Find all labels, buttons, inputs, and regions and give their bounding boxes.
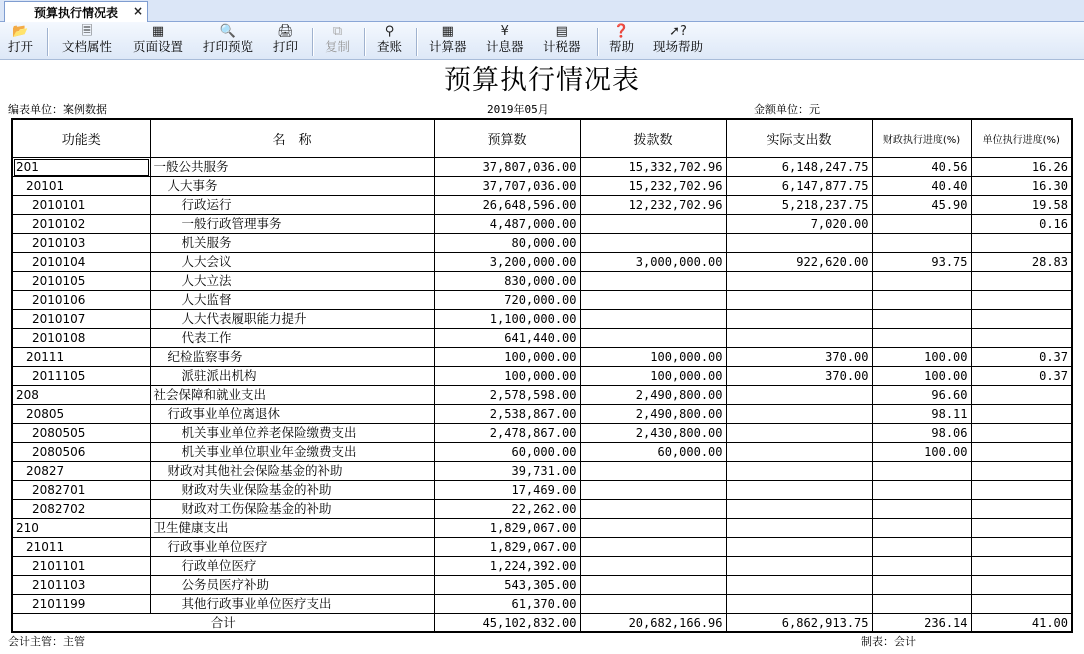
cell-budget[interactable]: 22,262.00 — [434, 500, 580, 519]
cell-actual[interactable]: 6,148,247.75 — [726, 158, 872, 177]
toolbar-separator — [312, 28, 314, 56]
calculator-button[interactable]: ▦ 计算器 — [429, 24, 467, 54]
cell-fiscal-progress[interactable]: 96.60 — [872, 386, 971, 405]
cell-budget[interactable]: 100,000.00 — [434, 367, 580, 386]
cell-name[interactable]: 人大监督 — [150, 291, 434, 310]
cell-name[interactable]: 人大会议 — [150, 253, 434, 272]
cell-fiscal-progress[interactable]: 40.56 — [872, 158, 971, 177]
cell-actual[interactable]: 6,147,877.75 — [726, 177, 872, 196]
table-row[interactable] — [13, 481, 1071, 500]
cell-fiscal-progress[interactable]: 93.75 — [872, 253, 971, 272]
cell-budget[interactable]: 1,829,067.00 — [434, 538, 580, 557]
cell-actual[interactable] — [726, 462, 872, 481]
cell-fiscal-progress[interactable] — [872, 576, 971, 595]
cell-code[interactable]: 2010103 — [13, 234, 150, 253]
yen-icon: ¥ — [500, 24, 509, 39]
header-actual-expenditure: 实际支出数 — [726, 120, 872, 158]
cell-budget[interactable]: 830,000.00 — [434, 272, 580, 291]
cell-name[interactable]: 行政事业单位离退休 — [150, 405, 434, 424]
reporting-unit: 编表单位：案例数据 — [8, 103, 107, 116]
cell-fiscal-progress[interactable]: 100.00 — [872, 367, 971, 386]
cell-fiscal-progress[interactable]: 40.40 — [872, 177, 971, 196]
cell-unit-progress[interactable] — [971, 519, 1071, 538]
cell-unit-progress[interactable]: 0.37 — [971, 348, 1071, 367]
cell-allocation[interactable] — [580, 576, 726, 595]
cell-budget[interactable]: 641,440.00 — [434, 329, 580, 348]
cell-code[interactable]: 2080506 — [13, 443, 150, 462]
cell-unit-progress[interactable] — [971, 234, 1071, 253]
cell-name[interactable]: 财政对其他社会保险基金的补助 — [150, 462, 434, 481]
cell-name[interactable]: 卫生健康支出 — [150, 519, 434, 538]
toolbar-separator — [364, 28, 366, 56]
cell-code[interactable]: 2101103 — [13, 576, 150, 595]
lookup-account-button[interactable]: ⚲ 查账 — [377, 24, 403, 54]
cell-code[interactable]: 2010105 — [13, 272, 150, 291]
header-allocation: 拨款数 — [580, 120, 726, 158]
cell-allocation[interactable]: 3,000,000.00 — [580, 253, 726, 272]
currency-unit: 金额单位：元 — [754, 103, 820, 116]
cell-fiscal-progress[interactable] — [872, 595, 971, 614]
cell-budget[interactable]: 2,478,867.00 — [434, 424, 580, 443]
onsite-help-button[interactable]: ➚? 现场帮助 — [653, 24, 704, 54]
header-fiscal-progress: 财政执行进度(%) — [872, 120, 971, 158]
cell-code[interactable]: 2010108 — [13, 329, 150, 348]
help-button[interactable]: ❓ 帮助 — [609, 24, 635, 54]
tax-calculator-button[interactable]: ▤ 计税器 — [543, 24, 581, 54]
cell-unit-progress[interactable] — [971, 424, 1071, 443]
cell-fiscal-progress[interactable] — [872, 481, 971, 500]
header-function-class: 功能类 — [13, 120, 150, 158]
cell-budget[interactable]: 1,100,000.00 — [434, 310, 580, 329]
cell-code[interactable]: 2010107 — [13, 310, 150, 329]
page-setup-button[interactable]: ▦ 页面设置 — [133, 24, 184, 54]
cell-fiscal-progress[interactable] — [872, 291, 971, 310]
cell-name[interactable]: 人大代表履职能力提升 — [150, 310, 434, 329]
table-row[interactable] — [13, 443, 1071, 462]
cell-code[interactable]: 2010101 — [13, 196, 150, 215]
cell-unit-progress[interactable]: 0.37 — [971, 367, 1071, 386]
cell-allocation[interactable]: 12,232,702.96 — [580, 196, 726, 215]
cell-unit-progress[interactable] — [971, 405, 1071, 424]
help-icon: ❓ — [613, 24, 630, 39]
table-row[interactable] — [13, 253, 1071, 272]
table-body — [13, 158, 1071, 633]
cell-name[interactable]: 机关服务 — [150, 234, 434, 253]
print-preview-button[interactable]: 🔍 打印预览 — [203, 24, 254, 54]
printer-icon: 🖨 — [277, 24, 294, 39]
cell-allocation[interactable] — [580, 557, 726, 576]
cell-fiscal-progress[interactable]: 100.00 — [872, 348, 971, 367]
cell-name[interactable]: 行政单位医疗 — [150, 557, 434, 576]
footer-preparer: 制表：会计 — [861, 635, 916, 648]
table-row[interactable] — [13, 329, 1071, 348]
cell-name[interactable]: 机关事业单位职业年金缴费支出 — [150, 443, 434, 462]
cell-actual[interactable]: 922,620.00 — [726, 253, 872, 272]
cell-code[interactable]: 2082701 — [13, 481, 150, 500]
cell-budget[interactable]: 60,000.00 — [434, 443, 580, 462]
cell-name[interactable]: 代表工作 — [150, 329, 434, 348]
cell-allocation[interactable]: 100,000.00 — [580, 348, 726, 367]
header-unit-progress: 单位执行进度(%) — [971, 120, 1071, 158]
cell-budget[interactable]: 37,707,036.00 — [434, 177, 580, 196]
cell-unit-progress[interactable] — [971, 462, 1071, 481]
magnifier-icon: ⚲ — [384, 24, 395, 39]
table-row[interactable] — [13, 557, 1071, 576]
interest-calculator-button[interactable]: ¥ 计息器 — [486, 24, 524, 54]
cell-allocation[interactable] — [580, 215, 726, 234]
cell-allocation[interactable] — [580, 500, 726, 519]
cell-name[interactable]: 一般公共服务 — [150, 158, 434, 177]
table-row[interactable] — [13, 386, 1071, 405]
cell-fiscal-progress[interactable] — [872, 462, 971, 481]
cell-name[interactable]: 社会保障和就业支出 — [150, 386, 434, 405]
cell-actual[interactable] — [726, 595, 872, 614]
cell-budget[interactable]: 1,829,067.00 — [434, 519, 580, 538]
cell-budget[interactable]: 720,000.00 — [434, 291, 580, 310]
footer-accountant: 会计主管：主管 — [8, 635, 85, 648]
table-row[interactable] — [13, 538, 1071, 557]
close-icon[interactable]: × — [132, 4, 143, 18]
cell-actual[interactable] — [726, 329, 872, 348]
cell-unit-progress[interactable] — [971, 386, 1071, 405]
total-actual[interactable]: 6,862,913.75 — [726, 614, 872, 633]
cell-budget[interactable]: 80,000.00 — [434, 234, 580, 253]
cell-fiscal-progress[interactable]: 98.11 — [872, 405, 971, 424]
cell-fiscal-progress[interactable] — [872, 215, 971, 234]
cell-allocation[interactable] — [580, 272, 726, 291]
total-fiscal-progress[interactable]: 236.14 — [872, 614, 971, 633]
cell-code[interactable]: 2010102 — [13, 215, 150, 234]
cell-code[interactable]: 2101199 — [13, 595, 150, 614]
cell-name[interactable]: 机关事业单位养老保险缴费支出 — [150, 424, 434, 443]
toolbar-separator — [416, 28, 418, 56]
cell-fiscal-progress[interactable]: 45.90 — [872, 196, 971, 215]
folder-open-icon: 📂 — [12, 24, 29, 39]
cell-unit-progress[interactable] — [971, 310, 1071, 329]
tab-budget-report[interactable] — [4, 1, 148, 22]
cell-unit-progress[interactable]: 28.83 — [971, 253, 1071, 272]
header-row — [13, 120, 1071, 158]
table-row[interactable] — [13, 595, 1071, 614]
cell-actual[interactable] — [726, 557, 872, 576]
table-row[interactable] — [13, 158, 1071, 177]
total-budget[interactable]: 45,102,832.00 — [434, 614, 580, 633]
cell-budget[interactable]: 26,648,596.00 — [434, 196, 580, 215]
cell-budget[interactable]: 39,731.00 — [434, 462, 580, 481]
cell-allocation[interactable]: 2,490,800.00 — [580, 405, 726, 424]
table-row[interactable] — [13, 519, 1071, 538]
header-budget: 预算数 — [434, 120, 580, 158]
doc-properties-button[interactable]: 🗏 文档属性 — [62, 24, 113, 54]
cell-actual[interactable] — [726, 234, 872, 253]
cell-unit-progress[interactable] — [971, 329, 1071, 348]
cell-fiscal-progress[interactable]: 98.06 — [872, 424, 971, 443]
cell-allocation[interactable]: 60,000.00 — [580, 443, 726, 462]
cell-actual[interactable]: 370.00 — [726, 367, 872, 386]
table-row[interactable] — [13, 291, 1071, 310]
cell-actual[interactable] — [726, 443, 872, 462]
cell-fiscal-progress[interactable]: 100.00 — [872, 443, 971, 462]
total-label: 合计 — [13, 614, 434, 633]
cell-actual[interactable]: 370.00 — [726, 348, 872, 367]
cell-unit-progress[interactable] — [971, 576, 1071, 595]
cell-code[interactable]: 2082702 — [13, 500, 150, 519]
cell-allocation[interactable] — [580, 481, 726, 500]
cell-code[interactable]: 210 — [13, 519, 150, 538]
cell-allocation[interactable]: 2,490,800.00 — [580, 386, 726, 405]
report-period: 2019年05月 — [487, 103, 549, 116]
cell-code[interactable]: 20101 — [13, 177, 150, 196]
cell-fiscal-progress[interactable] — [872, 329, 971, 348]
cell-name[interactable]: 人大立法 — [150, 272, 434, 291]
document-properties-icon: 🗏 — [81, 24, 93, 39]
budget-execution-table — [13, 120, 1071, 632]
cell-fiscal-progress[interactable] — [872, 519, 971, 538]
cell-unit-progress[interactable] — [971, 595, 1071, 614]
cell-unit-progress[interactable]: 19.58 — [971, 196, 1071, 215]
print-preview-icon: 🔍 — [219, 24, 237, 39]
cell-fiscal-progress[interactable] — [872, 557, 971, 576]
cell-actual[interactable] — [726, 424, 872, 443]
table-row[interactable] — [13, 196, 1071, 215]
cell-actual[interactable] — [726, 386, 872, 405]
total-row[interactable] — [13, 614, 1071, 633]
page-setup-icon: ▦ — [151, 24, 165, 39]
cell-budget[interactable]: 100,000.00 — [434, 348, 580, 367]
cell-allocation[interactable]: 100,000.00 — [580, 367, 726, 386]
calculator-icon: ▦ — [441, 24, 454, 39]
cell-allocation[interactable] — [580, 310, 726, 329]
cell-budget[interactable]: 37,807,036.00 — [434, 158, 580, 177]
cell-unit-progress[interactable] — [971, 481, 1071, 500]
context-help-icon: ➚? — [669, 24, 687, 39]
table-row[interactable] — [13, 310, 1071, 329]
cell-actual[interactable] — [726, 538, 872, 557]
cell-code[interactable]: 201 — [13, 158, 150, 177]
cell-unit-progress[interactable] — [971, 557, 1071, 576]
table-row[interactable] — [13, 576, 1071, 595]
report-title: 预算执行情况表 — [444, 65, 640, 96]
cell-fiscal-progress[interactable] — [872, 234, 971, 253]
cell-unit-progress[interactable] — [971, 443, 1071, 462]
table-row[interactable] — [13, 177, 1071, 196]
cell-name[interactable]: 财政对失业保险基金的补助 — [150, 481, 434, 500]
cell-actual[interactable]: 7,020.00 — [726, 215, 872, 234]
cell-code[interactable]: 20805 — [13, 405, 150, 424]
cell-name[interactable]: 其他行政事业单位医疗支出 — [150, 595, 434, 614]
cell-budget[interactable]: 2,578,598.00 — [434, 386, 580, 405]
report-table-container — [11, 118, 1073, 633]
table-row[interactable] — [13, 405, 1071, 424]
tab-title: 预算执行情况表 — [33, 5, 118, 20]
table-row[interactable] — [13, 215, 1071, 234]
toolbar — [0, 22, 1084, 60]
table-row[interactable] — [13, 348, 1071, 367]
total-unit-progress[interactable]: 41.00 — [971, 614, 1071, 633]
cell-name[interactable]: 行政运行 — [150, 196, 434, 215]
cell-fiscal-progress[interactable] — [872, 538, 971, 557]
toolbar-separator — [597, 28, 599, 56]
cell-budget[interactable]: 1,224,392.00 — [434, 557, 580, 576]
cell-actual[interactable] — [726, 576, 872, 595]
cell-actual[interactable] — [726, 519, 872, 538]
cell-allocation[interactable]: 15,232,702.96 — [580, 177, 726, 196]
cell-unit-progress[interactable] — [971, 538, 1071, 557]
table-row[interactable] — [13, 500, 1071, 519]
cell-unit-progress[interactable]: 16.30 — [971, 177, 1071, 196]
open-button[interactable]: 📂 打开 — [8, 24, 34, 54]
cell-actual[interactable] — [726, 405, 872, 424]
copy-button[interactable]: ⧉ 复制 — [325, 24, 351, 54]
cell-name[interactable]: 公务员医疗补助 — [150, 576, 434, 595]
print-button[interactable]: 🖨 打印 — [273, 24, 299, 54]
cell-code[interactable]: 208 — [13, 386, 150, 405]
cell-actual[interactable] — [726, 500, 872, 519]
cell-allocation[interactable]: 2,430,800.00 — [580, 424, 726, 443]
cell-actual[interactable]: 5,218,237.75 — [726, 196, 872, 215]
cell-code[interactable]: 20827 — [13, 462, 150, 481]
cell-actual[interactable] — [726, 310, 872, 329]
cell-allocation[interactable] — [580, 519, 726, 538]
cell-fiscal-progress[interactable] — [872, 272, 971, 291]
toolbar-separator — [47, 28, 49, 56]
cell-allocation[interactable] — [580, 291, 726, 310]
total-allocation[interactable]: 20,682,166.96 — [580, 614, 726, 633]
table-row[interactable] — [13, 234, 1071, 253]
cell-actual[interactable] — [726, 481, 872, 500]
table-row[interactable] — [13, 462, 1071, 481]
cell-unit-progress[interactable] — [971, 291, 1071, 310]
cell-allocation[interactable]: 15,332,702.96 — [580, 158, 726, 177]
cell-budget[interactable]: 2,538,867.00 — [434, 405, 580, 424]
cell-name[interactable]: 财政对工伤保险基金的补助 — [150, 500, 434, 519]
tax-calculator-icon: ▤ — [555, 24, 568, 39]
cell-code[interactable]: 2010104 — [13, 253, 150, 272]
cell-name[interactable]: 人大事务 — [150, 177, 434, 196]
cell-code[interactable]: 2010106 — [13, 291, 150, 310]
cell-name[interactable]: 纪检监察事务 — [150, 348, 434, 367]
cell-code[interactable]: 21011 — [13, 538, 150, 557]
header-name: 名 称 — [150, 120, 434, 158]
cell-fiscal-progress[interactable] — [872, 500, 971, 519]
cell-budget[interactable]: 3,200,000.00 — [434, 253, 580, 272]
table-row[interactable] — [13, 424, 1071, 443]
cell-code[interactable]: 2080505 — [13, 424, 150, 443]
cell-allocation[interactable] — [580, 538, 726, 557]
cell-fiscal-progress[interactable] — [872, 310, 971, 329]
cell-unit-progress[interactable]: 16.26 — [971, 158, 1071, 177]
table-row[interactable] — [13, 272, 1071, 291]
cell-budget[interactable]: 4,487,000.00 — [434, 215, 580, 234]
cell-name[interactable]: 行政事业单位医疗 — [150, 538, 434, 557]
cell-code[interactable]: 2101101 — [13, 557, 150, 576]
cell-code[interactable]: 20111 — [13, 348, 150, 367]
cell-name[interactable]: 派驻派出机构 — [150, 367, 434, 386]
cell-unit-progress[interactable] — [971, 272, 1071, 291]
cell-budget[interactable]: 543,305.00 — [434, 576, 580, 595]
cell-code[interactable]: 2011105 — [13, 367, 150, 386]
cell-actual[interactable] — [726, 272, 872, 291]
cell-allocation[interactable] — [580, 234, 726, 253]
cell-budget[interactable]: 61,370.00 — [434, 595, 580, 614]
cell-actual[interactable] — [726, 291, 872, 310]
cell-allocation[interactable] — [580, 329, 726, 348]
table-row[interactable] — [13, 367, 1071, 386]
tab-strip — [0, 0, 1084, 22]
cell-unit-progress[interactable]: 0.16 — [971, 215, 1071, 234]
cell-allocation[interactable] — [580, 595, 726, 614]
copy-icon: ⧉ — [332, 24, 343, 39]
cell-name[interactable]: 一般行政管理事务 — [150, 215, 434, 234]
cell-unit-progress[interactable] — [971, 500, 1071, 519]
cell-allocation[interactable] — [580, 462, 726, 481]
cell-budget[interactable]: 17,469.00 — [434, 481, 580, 500]
